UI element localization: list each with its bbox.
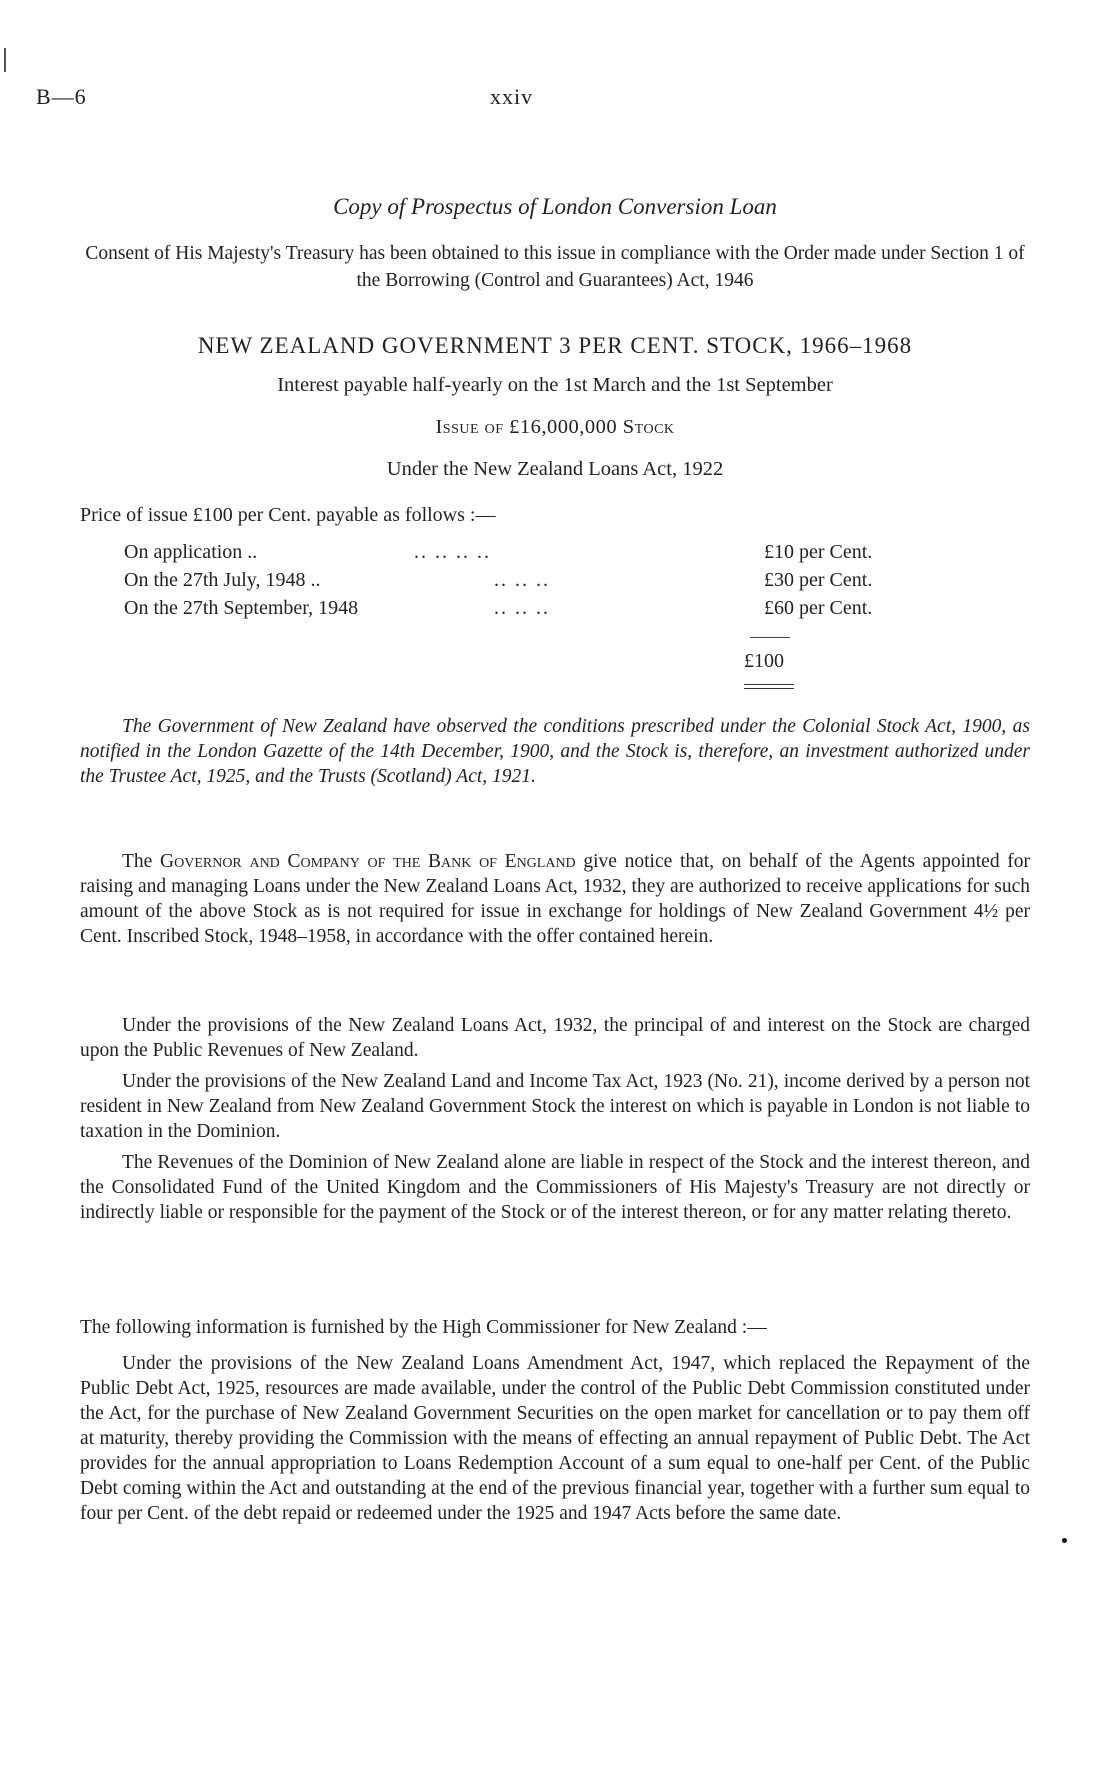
treasury-consent-note: Consent of His Majesty's Treasury has been obtained to this issue in compliance with the Order made under Section 1 of the Borrowing (Control and Guarantees) Act, 1946: [85, 243, 1025, 291]
margin-mark: [4, 48, 6, 72]
margin-dot: [1062, 1538, 1067, 1543]
bank-notice-lead: The: [122, 851, 161, 872]
instalment-leader: .. .. ..: [494, 597, 550, 619]
instalment-leader: .. .. ..: [494, 569, 550, 591]
instalment-label: On application ..: [124, 541, 258, 563]
instalment-label: On the 27th July, 1948 ..: [124, 569, 321, 591]
instalment-amount: £30 per Cent.: [764, 569, 873, 591]
act-line: Under the New Zealand Loans Act, 1922: [386, 458, 724, 480]
issue-text: Issue of £16,000,000 Stock: [435, 416, 675, 438]
instalment-row: [124, 597, 944, 627]
sum-rule: [750, 637, 790, 638]
instalment-amount: £10 per Cent.: [764, 541, 873, 563]
page-reference: B—6: [36, 84, 87, 109]
total-double-rule-top: [744, 684, 794, 685]
high-commissioner-line: The following information is furnished by the High Commissioner for New Zealand :—: [80, 1317, 767, 1338]
stock-title: NEW ZEALAND GOVERNMENT 3 PER CENT. STOCK, 1966–1968: [197, 333, 913, 358]
revenues-paragraph: The Revenues of the Dominion of New Zealand alone are liable in respect of the Stock and the interest thereon, and the Consolidated Fund of the United Kingdom and the Commissioners of His Majesty's Treasury are not directly or indirectly liable or responsible for the payment of the Stock or of the interest thereon, or for any matter relating thereto.: [80, 1152, 1030, 1223]
bank-notice-paragraph: [80, 849, 1030, 949]
issue-line: [80, 416, 1030, 439]
prospectus-title: Copy of Prospectus of London Conversion Loan: [333, 194, 777, 219]
total-double-rule-bottom: [744, 688, 794, 689]
loans-amendment-paragraph: Under the provisions of the New Zealand Loans Amendment Act, 1947, which replaced the Repayment of the Public Debt Act, 1925, resources are made available, under the control of the Public Debt Commission constituted under the Act, for the purchase of New Zealand Government Securities on the open market for cancellation or to pay them off at maturity, thereby providing the Commission with the means of effecting an annual repayment of Public Debt. The Act provides for the annual appropriation to Loans Redemption Account of a sum equal to one-half per Cent. of the Public Debt coming within the Act and outstanding at the end of the previous financial year, together with a further sum equal to four per Cent. of the debt repaid or redeemed under the 1925 and 1947 Acts before the same date.: [80, 1353, 1030, 1524]
instalment-row: [124, 541, 944, 571]
interest-line: Interest payable half-yearly on the 1st March and the 1st September: [277, 374, 833, 396]
price-line: Price of issue £100 per Cent. payable as follows :—: [80, 504, 496, 526]
instalment-leader: .. .. .. ..: [414, 541, 491, 563]
total-amount: £100: [744, 650, 784, 672]
instalment-row: [124, 569, 944, 599]
instalment-amount: £60 per Cent.: [764, 597, 873, 619]
page-number: xxiv: [490, 84, 534, 109]
bank-name: Governor and Company of the Bank of England: [160, 851, 576, 872]
government-note: The Government of New Zealand have observed the conditions prescribed under the Colonial Stock Act, 1900, as notified in the London Gazette of the 14th December, 1900, and the Stock is, therefore, an investment authorized under the Trustee Act, 1925, and the Trusts (Scotland) Act, 1921.: [80, 716, 1030, 787]
loans-act-paragraph: Under the provisions of the New Zealand Loans Act, 1932, the principal of and interest on the Stock are charged upon the Public Revenues of New Zealand.: [80, 1015, 1030, 1061]
tax-act-paragraph: Under the provisions of the New Zealand Land and Income Tax Act, 1923 (No. 21), income derived by a person not resident in New Zealand from New Zealand Government Stock the interest on which is payable in London is not liable to taxation in the Dominion.: [80, 1071, 1030, 1142]
bank-notice-body: give notice that, on behalf of the Agents appointed for raising and managing Loans under the New Zealand Loans Act, 1932, they are authorized to receive applications for such amount of the above Stock as is not required for issue in exchange for holdings of New Zealand Government 4½ per Cent. Inscribed Stock, 1948–1958, in accordance with the offer contained herein.: [80, 851, 1030, 947]
instalment-label: On the 27th September, 1948: [124, 597, 359, 619]
